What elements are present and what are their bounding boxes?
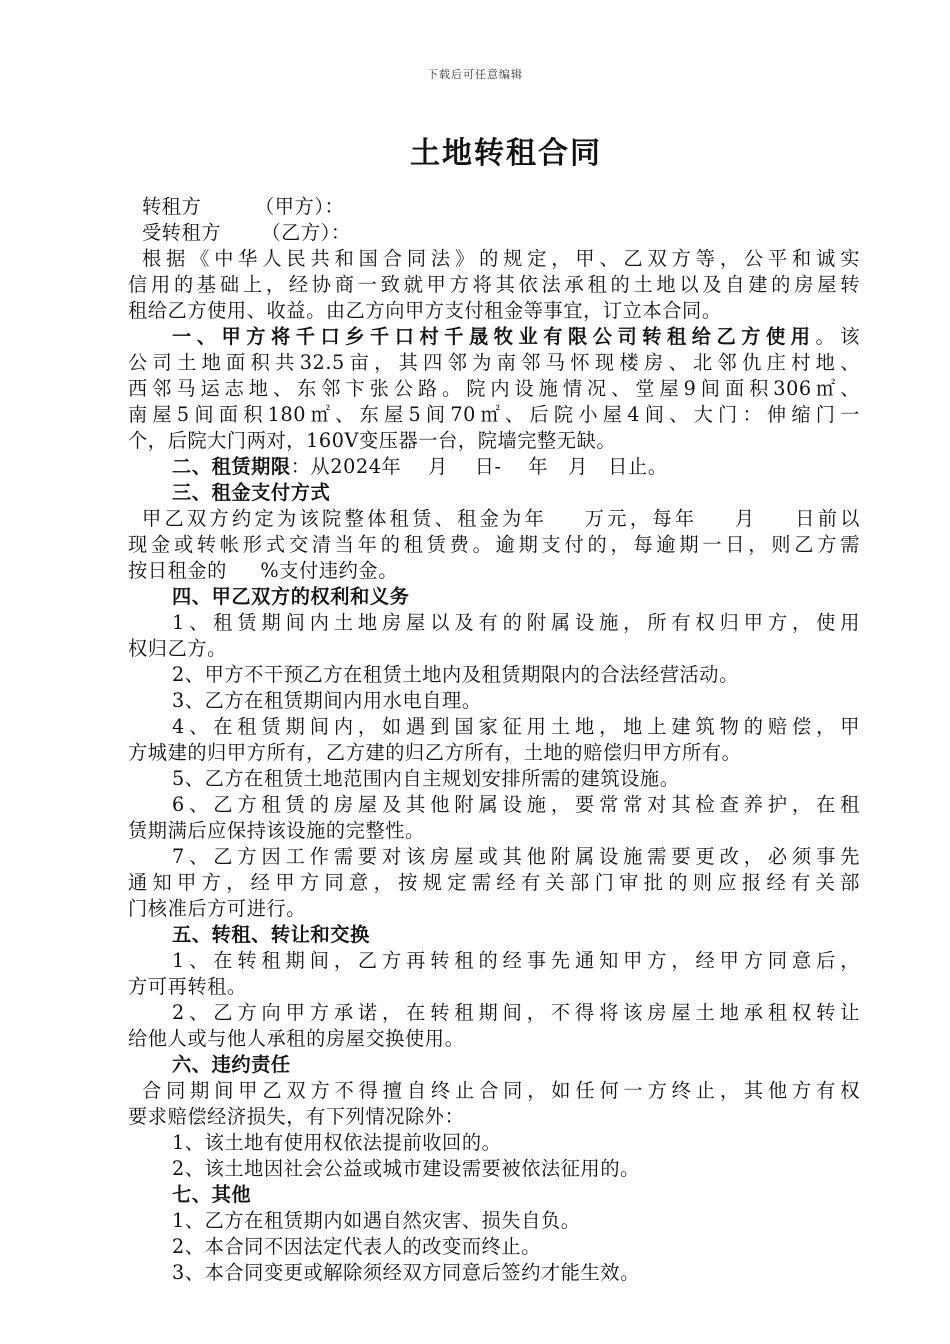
clause-text: 1、该土地有使用权依法提前收回的。 — [172, 1131, 502, 1154]
clause-text: 3、乙方在租赁期间内用水电自理。 — [172, 689, 482, 712]
text-line — [118, 220, 860, 246]
text-line — [118, 1104, 860, 1130]
text-line — [118, 532, 860, 558]
clause-text: 2、本合同不因法定代表人的改变而终止。 — [172, 1235, 541, 1258]
text-line — [118, 1156, 860, 1182]
text-line — [118, 1260, 860, 1286]
text-line — [118, 1052, 860, 1078]
clause-text: ：从2024年 月 日- 年 月 日止。 — [290, 455, 668, 478]
clause-text: 通知甲方，经甲方同意，按规定需经有关部门审批的则应报经有关部 — [128, 871, 860, 894]
text-line — [118, 688, 860, 714]
clause-text: 5、乙方在租赁土地范围内自主规划安排所需的建筑设施。 — [172, 767, 680, 790]
clause-text: 7、乙方因工作需要对该房屋或其他附属设施需要更改，必须事先 — [172, 845, 860, 868]
text-line — [118, 1078, 860, 1104]
text-line — [118, 480, 860, 506]
section-heading: 二、租赁期限 — [172, 455, 291, 478]
clause-text: 公司土地面积共32.5亩，其四邻为南邻马怀现楼房、北邻仇庄村地、 — [128, 351, 860, 374]
clause-text: 门核准后方可进行。 — [128, 897, 307, 920]
clause-text: 权归乙方。 — [128, 637, 227, 660]
text-line — [118, 454, 860, 480]
clause-text: 受转租方 （乙方）： — [142, 221, 351, 244]
clause-text: 按日租金的 %支付违约金。 — [128, 559, 398, 582]
clause-text: 2、该土地因社会公益或城市建设需要被依法征用的。 — [172, 1157, 640, 1180]
text-line — [118, 272, 860, 298]
text-line — [118, 1130, 860, 1156]
clause-text: 给他人或与他人承租的房屋交换使用。 — [128, 1027, 465, 1050]
clause-text: 。该 — [815, 325, 860, 348]
text-line — [118, 766, 860, 792]
section-heading: 一、甲方将千口乡千口村千晟牧业有限公司转租给乙方使用 — [172, 325, 816, 348]
clause-text: 2、乙方向甲方承诺，在转租期间，不得将该房屋土地承租权转让 — [172, 1001, 860, 1024]
text-line — [118, 1234, 860, 1260]
clause-text: 1、乙方在租赁期内如遇自然灾害、损失自负。 — [172, 1209, 581, 1232]
text-line — [118, 558, 860, 584]
text-line — [118, 324, 860, 350]
text-line — [118, 636, 860, 662]
text-line — [118, 402, 860, 428]
contract-body — [118, 194, 860, 1286]
clause-text: 2、甲方不干预乙方在租赁土地内及租赁期限内的合法经营活动。 — [172, 663, 739, 686]
text-line — [118, 194, 860, 220]
text-line — [118, 298, 860, 324]
section-heading: 四、甲乙双方的权利和义务 — [172, 585, 410, 608]
clause-text: 赁期满后应保持该设施的完整性。 — [128, 819, 425, 842]
text-line — [118, 818, 860, 844]
text-line — [118, 948, 860, 974]
text-line — [118, 506, 860, 532]
clause-text: 租给乙方使用、收益。由乙方向甲方支付租金等事宜，订立本合同。 — [128, 299, 722, 322]
clause-text: 3、本合同变更或解除须经双方同意后签约才能生效。 — [172, 1261, 640, 1284]
text-line — [118, 1208, 860, 1234]
text-line — [118, 350, 860, 376]
clause-text: 转租方 （甲方）： — [142, 195, 345, 218]
document-title: 土地转租合同 — [410, 136, 602, 171]
text-line — [118, 1182, 860, 1208]
section-heading: 五、转租、转让和交换 — [172, 923, 370, 946]
clause-text: 南屋5间面积180㎡、东屋5间70㎡、后院小屋4间、大门：伸缩门一 — [128, 403, 860, 426]
clause-text: 西邻马运志地、东邻卞张公路。院内设施情况、堂屋9间面积306㎡、 — [128, 377, 860, 400]
text-line — [118, 896, 860, 922]
text-line — [118, 870, 860, 896]
text-line — [118, 376, 860, 402]
clause-text: 1、在转租期间，乙方再转租的经事先通知甲方，经甲方同意后， — [172, 949, 860, 972]
text-line — [118, 974, 860, 1000]
text-line — [118, 844, 860, 870]
clause-text: 现金或转帐形式交清当年的租赁费。逾期支付的，每逾期一日，则乙方需 — [128, 533, 860, 556]
clause-text: 合同期间甲乙双方不得擅自终止合同，如任何一方终止，其他方有权 — [142, 1079, 860, 1102]
text-line — [118, 610, 860, 636]
text-line — [118, 714, 860, 740]
text-line — [118, 1026, 860, 1052]
clause-text: 1、租赁期间内土地房屋以及有的附属设施，所有权归甲方，使用 — [172, 611, 860, 634]
text-line — [118, 792, 860, 818]
clause-text: 要求赔偿经济损失，有下列情况除外： — [128, 1105, 465, 1128]
header-note: 下载后可任意编辑 — [427, 68, 523, 81]
section-heading: 六、违约责任 — [172, 1053, 291, 1076]
clause-text: 4、在租赁期间内，如遇到国家征用土地，地上建筑物的赔偿，甲 — [172, 715, 860, 738]
text-line — [118, 922, 860, 948]
clause-text: 根据《中华人民共和国合同法》的规定，甲、乙双方等，公平和诚实 — [142, 247, 860, 270]
clause-text: 方可再转租。 — [128, 975, 247, 998]
clause-text: 6、乙方租赁的房屋及其他附属设施，要常常对其检查养护，在租 — [172, 793, 860, 816]
text-line — [118, 740, 860, 766]
clause-text: 个，后院大门两对，160V变压器一台，院墙完整无缺。 — [128, 429, 617, 452]
text-line — [118, 428, 860, 454]
clause-text: 甲乙双方约定为该院整体租赁、租金为年 万元，每年 月 日前以 — [142, 507, 860, 530]
text-line — [118, 584, 860, 610]
text-line — [118, 246, 860, 272]
section-heading: 七、其他 — [172, 1183, 252, 1206]
clause-text: 方城建的归甲方所有，乙方建的归乙方所有，土地的赔偿归甲方所有。 — [128, 741, 742, 764]
text-line — [118, 662, 860, 688]
section-heading: 三、租金支付方式 — [172, 481, 331, 504]
text-line — [118, 1000, 860, 1026]
clause-text: 信用的基础上，经协商一致就甲方将其依法承租的土地以及自建的房屋转 — [128, 273, 860, 296]
